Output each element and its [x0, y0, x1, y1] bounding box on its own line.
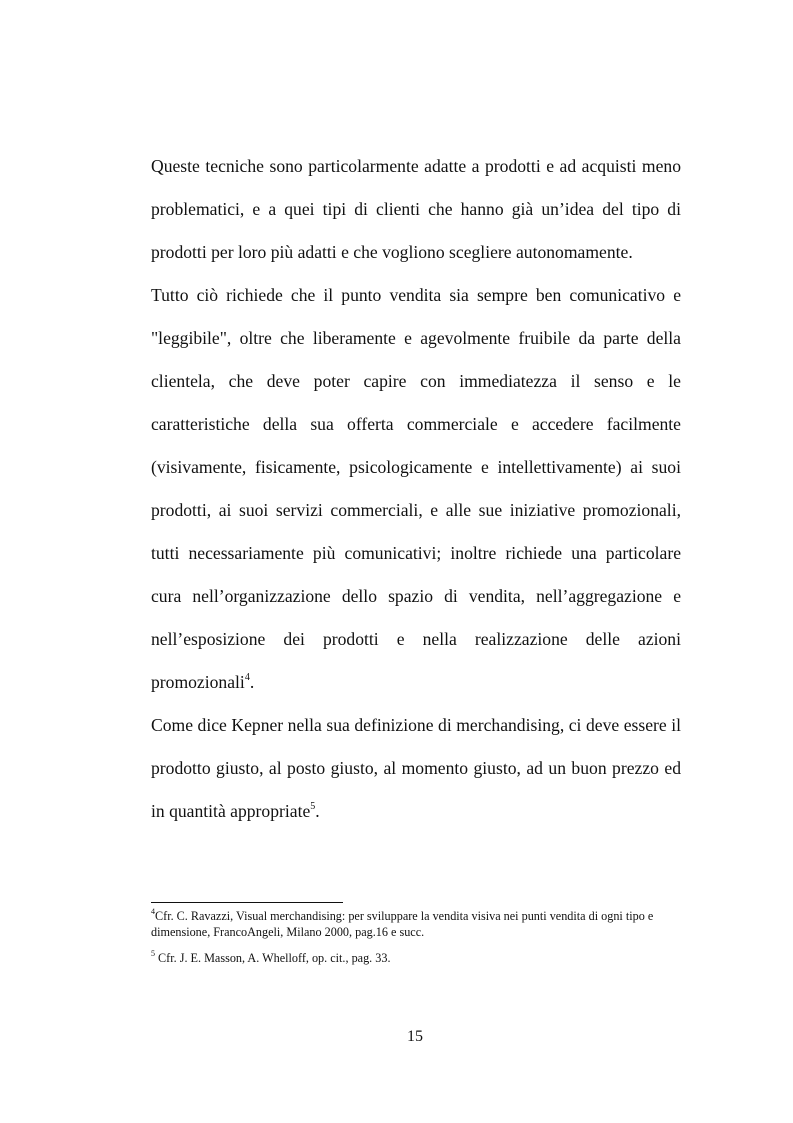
body-text [151, 145, 681, 833]
footnote-5-number: 5 [151, 948, 155, 958]
paragraph-2-tail: . [249, 672, 255, 692]
paragraph-1-text: Queste tecniche sono particolarmente adatte a prodotti e ad acquisti meno problematici, e a quei tipi di clienti che hanno già un’idea del tipo di prodotti per loro più adatti e che vogliono scegliere autonomamente. [151, 156, 681, 262]
page-number: 15 [407, 1028, 423, 1045]
footnote-4-text: Cfr. C. Ravazzi, Visual merchandising: per sviluppare la vendita visiva nei punti vendita di ogni tipo e dimensione, FrancoAngeli, Milano 2000, pag.16 e succ. [151, 909, 654, 939]
paragraph-3-tail: . [315, 801, 320, 821]
paragraph-1 [151, 145, 681, 274]
footnote-ref-5[interactable]: 5 [310, 801, 316, 813]
footnote-5 [151, 948, 681, 967]
footnote-separator [151, 902, 343, 903]
footnote-4-number: 4 [151, 906, 155, 916]
paragraph-2 [151, 274, 681, 704]
footnote-4 [151, 906, 681, 940]
paragraph-3 [151, 704, 681, 833]
footnotes [151, 906, 681, 978]
paragraph-3-text: Come dice Kepner nella sua definizione di merchandising, ci deve essere il prodotto giusto, al posto giusto, al momento giusto, ad un buon prezzo ed in quantità appropriate [151, 715, 681, 821]
footnote-ref-4[interactable]: 4 [244, 672, 250, 684]
footnote-5-text: Cfr. J. E. Masson, A. Whelloff, op. cit., pag. 33. [155, 951, 391, 965]
paragraph-2-text: Tutto ciò richiede che il punto vendita sia sempre ben comunicativo e "leggibile", oltre che liberamente e agevolmente fruibile da parte della clientela, che deve poter capire con immediatezza il senso e le caratteristiche della sua offerta commerciale e accedere facilmente (visivamente, fisicamente, psicologicamente e intellettivamente) ai suoi prodotti, ai suoi servizi commerciali, e alle sue iniziative promozionali, tutti necessariamente più comunicativi; inoltre richiede una particolare cura nell’organizzazione dello spazio di vendita, nell’aggregazione e nell’esposizione dei prodotti e nella realizzazione delle azioni promozionali [151, 285, 681, 692]
